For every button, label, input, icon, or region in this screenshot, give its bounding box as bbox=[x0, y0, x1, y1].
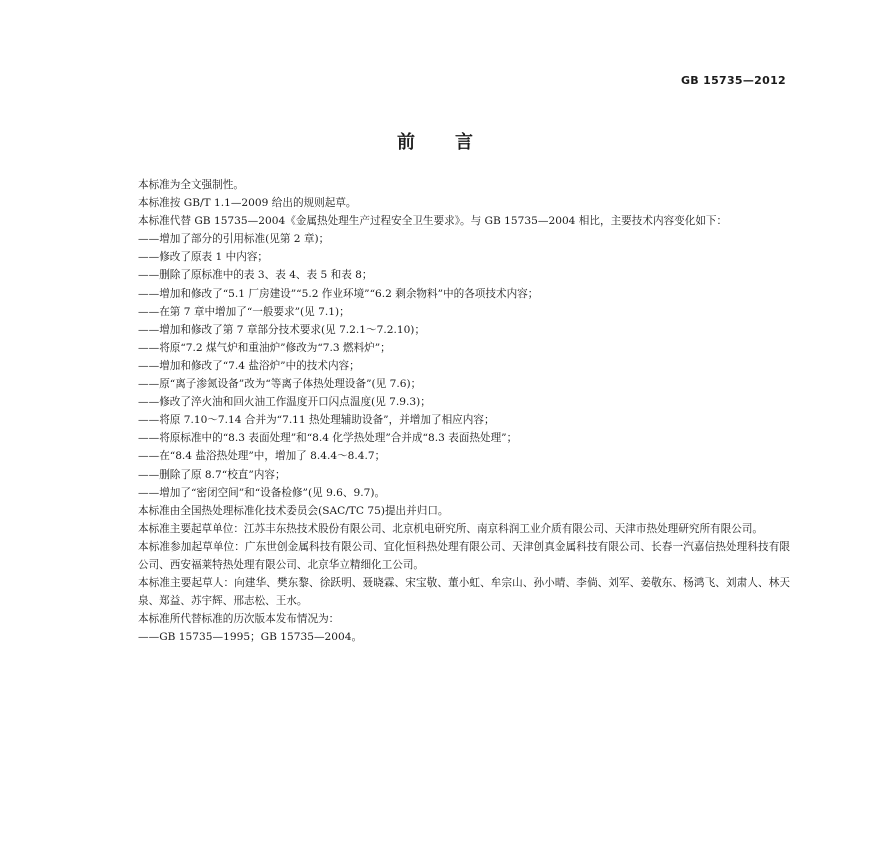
standard-code: GB 15735—2012 bbox=[680, 74, 786, 87]
paragraph: ——在第 7 章中增加了“一般要求”(见 7.1)； bbox=[138, 305, 350, 318]
paragraph: ——将原标准中的“8.3 表面处理”和“8.4 化学热处理”合并成“8.3 表面热处理”； bbox=[138, 432, 518, 445]
paragraph: ——增加了“密闭空间”和“设备检修”(见 9.6、9.7)。 bbox=[138, 486, 386, 499]
paragraph: 本标准按 GB/T 1.1—2009 给出的规则起草。 bbox=[138, 197, 357, 210]
paragraph: ——删除了原 8.7“校直”内容； bbox=[138, 468, 286, 481]
paragraph: ——增加了部分的引用标准(见第 2 章)； bbox=[138, 233, 330, 246]
paragraph: ——修改了原表 1 中内容； bbox=[138, 251, 269, 264]
paragraph: ——修改了淬火油和回火油工作温度开口闪点温度(见 7.9.3)； bbox=[138, 396, 431, 409]
paragraph: 本标准所代替标准的历次版本发布情况为： bbox=[138, 613, 340, 626]
paragraph: ——将原 7.10～7.14 合并为“7.11 热处理辅助设备”，并增加了相应内容； bbox=[138, 414, 495, 427]
paragraph: ——增加和修改了第 7 章部分技术要求(见 7.2.1～7.2.10)； bbox=[138, 323, 426, 336]
paragraph: ——将原“7.2 煤气炉和重油炉”修改为“7.3 燃料炉”； bbox=[138, 341, 391, 354]
foreword-body bbox=[118, 176, 790, 646]
paragraph: ——增加和修改了“7.4 盐浴炉”中的技术内容； bbox=[138, 359, 360, 372]
paragraph: ——增加和修改了“5.1 厂房建设”“5.2 作业环境”“6.2 剩余物料”中的各项技术内容； bbox=[138, 287, 539, 300]
page-title: 前言 bbox=[397, 132, 513, 153]
paragraph: 本标准参加起草单位：广东世创金属科技有限公司、宜化恒科热处理有限公司、天津创真金属科技有限公司、长春一汽嘉信热处理科技有限公司、西安福莱特热处理有限公司、北京华立精细化工公司。 bbox=[138, 540, 790, 571]
paragraph: ——GB 15735—1995；GB 15735—2004。 bbox=[138, 631, 363, 644]
paragraph: ——原“离子渗氮设备”改为“等离子体热处理设备”(见 7.6)； bbox=[138, 378, 422, 391]
paragraph: 本标准代替 GB 15735—2004《金属热处理生产过程安全卫生要求》。与 GB 15735—2004 相比，主要技术内容变化如下： bbox=[138, 215, 728, 228]
paragraph: ——删除了原标准中的表 3、表 4、表 5 和表 8； bbox=[138, 269, 373, 282]
paragraph: 本标准为全文强制性。 bbox=[138, 179, 244, 191]
paragraph: 本标准由全国热处理标准化技术委员会(SAC/TC 75)提出并归口。 bbox=[138, 504, 449, 517]
paragraph: ——在“8.4 盐浴热处理”中，增加了 8.4.4～8.4.7； bbox=[138, 450, 386, 463]
paragraph: 本标准主要起草单位：江苏丰东热技术股份有限公司、北京机电研究所、南京科润工业介质有限公司、天津市热处理研究所有限公司。 bbox=[138, 522, 764, 535]
paragraph: 本标准主要起草人：向建华、樊东黎、徐跃明、聂晓霖、宋宝敬、董小虹、牟宗山、孙小晴、李倘、刘军、姜敬东、杨鸿飞、刘肃人、林天泉、郑益、苏宇辉、邢志松、王水。 bbox=[138, 577, 790, 608]
